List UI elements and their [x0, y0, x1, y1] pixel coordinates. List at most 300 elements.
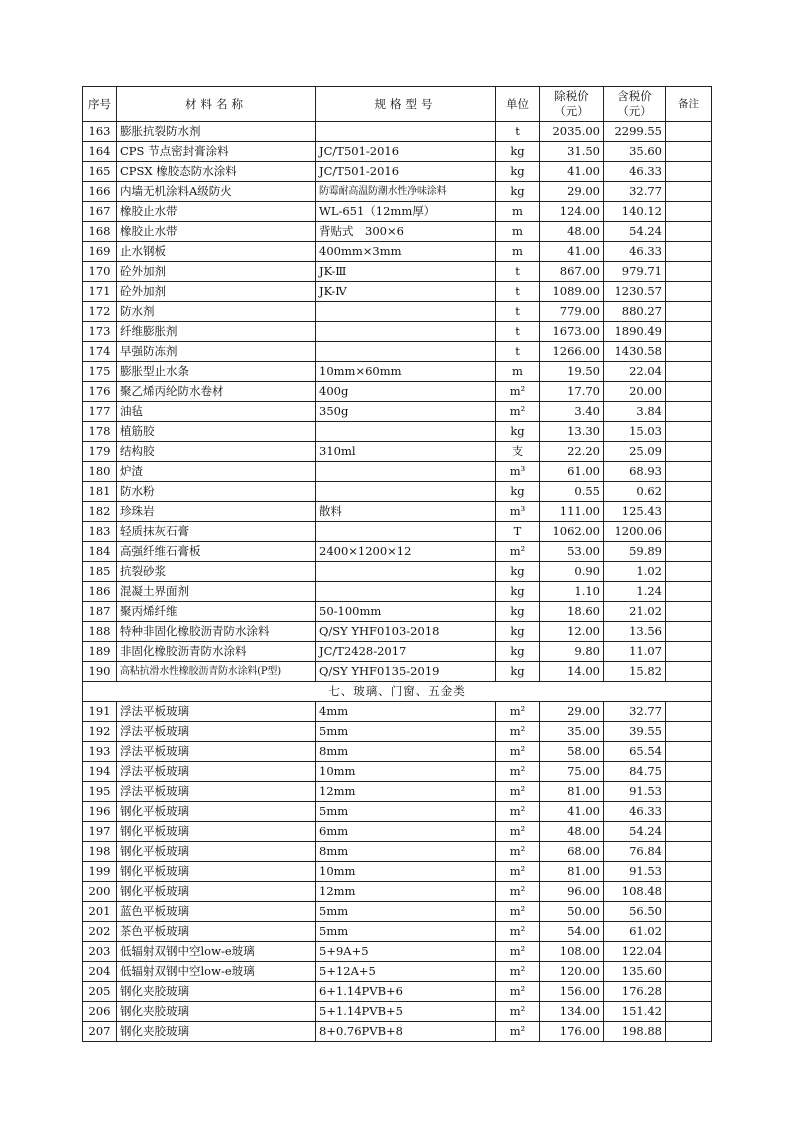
header-name-label: 材料名称	[185, 96, 247, 111]
row-note	[666, 622, 712, 642]
row-note	[666, 822, 712, 842]
row-no: 176	[83, 382, 117, 402]
row-material-name: 钢化平板玻璃	[117, 842, 316, 862]
row-no: 181	[83, 482, 117, 502]
row-note	[666, 582, 712, 602]
row-spec: 5+1.14PVB+5	[316, 1002, 496, 1022]
row-note	[666, 842, 712, 862]
row-note	[666, 162, 712, 182]
row-material-name: 纤维膨胀剂	[117, 322, 316, 342]
row-material-name: 特种非固化橡胶沥青防水涂料	[117, 622, 316, 642]
row-spec: 8mm	[316, 742, 496, 762]
row-note	[666, 982, 712, 1002]
row-unit: kg	[496, 182, 540, 202]
table-row	[83, 302, 712, 322]
table-body	[83, 122, 712, 1042]
table-row	[83, 422, 712, 442]
row-price-ex-tax: 120.00	[540, 962, 604, 982]
row-unit: m²	[496, 762, 540, 782]
table-row	[83, 742, 712, 762]
row-price-in-tax: 2299.55	[604, 122, 666, 142]
row-price-in-tax: 122.04	[604, 942, 666, 962]
row-material-name: 浮法平板玻璃	[117, 702, 316, 722]
row-spec	[316, 342, 496, 362]
table-row	[83, 582, 712, 602]
table-row	[83, 382, 712, 402]
table-header	[83, 87, 712, 122]
row-material-name: 轻质抹灰石膏	[117, 522, 316, 542]
table-row	[83, 602, 712, 622]
row-no: 186	[83, 582, 117, 602]
row-spec: 背贴式 300×6	[316, 222, 496, 242]
row-note	[666, 542, 712, 562]
row-note	[666, 242, 712, 262]
row-unit: kg	[496, 622, 540, 642]
row-note	[666, 702, 712, 722]
row-no: 207	[83, 1022, 117, 1042]
row-price-in-tax: 25.09	[604, 442, 666, 462]
row-note	[666, 882, 712, 902]
row-spec: 12mm	[316, 782, 496, 802]
row-material-name: 混凝土界面剂	[117, 582, 316, 602]
row-price-ex-tax: 41.00	[540, 162, 604, 182]
row-no: 179	[83, 442, 117, 462]
row-note	[666, 522, 712, 542]
row-price-in-tax: 880.27	[604, 302, 666, 322]
row-no: 173	[83, 322, 117, 342]
row-material-name: 钢化平板玻璃	[117, 862, 316, 882]
row-no: 184	[83, 542, 117, 562]
table-row	[83, 222, 712, 242]
table-row	[83, 802, 712, 822]
row-material-name: 钢化平板玻璃	[117, 882, 316, 902]
row-spec: 400g	[316, 382, 496, 402]
row-note	[666, 662, 712, 682]
table-row	[83, 142, 712, 162]
row-material-name: 高粘抗滑水性橡胶沥青防水涂料(P型)	[117, 662, 316, 682]
row-price-in-tax: 1230.57	[604, 282, 666, 302]
row-unit: m²	[496, 802, 540, 822]
section-row	[83, 682, 712, 702]
row-spec: 10mm×60mm	[316, 362, 496, 382]
row-material-name: 油毡	[117, 402, 316, 422]
row-material-name: 植筋胶	[117, 422, 316, 442]
row-price-ex-tax: 0.90	[540, 562, 604, 582]
row-price-in-tax: 1.24	[604, 582, 666, 602]
table-row	[83, 562, 712, 582]
row-price-in-tax: 91.53	[604, 862, 666, 882]
row-unit: m³	[496, 462, 540, 482]
row-unit: m²	[496, 862, 540, 882]
row-no: 198	[83, 842, 117, 862]
row-price-in-tax: 108.48	[604, 882, 666, 902]
row-price-ex-tax: 48.00	[540, 222, 604, 242]
row-price-in-tax: 46.33	[604, 802, 666, 822]
header-spec	[316, 87, 496, 122]
row-price-ex-tax: 9.80	[540, 642, 604, 662]
row-spec	[316, 582, 496, 602]
row-spec: 4mm	[316, 702, 496, 722]
row-unit: t	[496, 262, 540, 282]
row-price-ex-tax: 2035.00	[540, 122, 604, 142]
table-row	[83, 322, 712, 342]
row-no: 165	[83, 162, 117, 182]
row-spec: JK-Ⅲ	[316, 262, 496, 282]
row-material-name: 内墙无机涂料A级防火	[117, 182, 316, 202]
row-price-ex-tax: 3.40	[540, 402, 604, 422]
table-row	[83, 282, 712, 302]
row-material-name: 止水钢板	[117, 242, 316, 262]
row-unit: m²	[496, 722, 540, 742]
row-price-in-tax: 20.00	[604, 382, 666, 402]
row-spec: 5mm	[316, 722, 496, 742]
row-material-name: 浮法平板玻璃	[117, 762, 316, 782]
row-no: 195	[83, 782, 117, 802]
table-row	[83, 1022, 712, 1042]
row-unit: m²	[496, 782, 540, 802]
row-note	[666, 902, 712, 922]
table-row	[83, 882, 712, 902]
row-note	[666, 602, 712, 622]
row-no: 196	[83, 802, 117, 822]
table-row	[83, 442, 712, 462]
row-price-ex-tax: 17.70	[540, 382, 604, 402]
row-price-ex-tax: 81.00	[540, 782, 604, 802]
row-unit: m³	[496, 502, 540, 522]
row-spec: 12mm	[316, 882, 496, 902]
row-price-ex-tax: 29.00	[540, 702, 604, 722]
row-spec: WL-651（12mm厚）	[316, 202, 496, 222]
row-price-in-tax: 1200.06	[604, 522, 666, 542]
row-price-in-tax: 13.56	[604, 622, 666, 642]
row-price-in-tax: 15.82	[604, 662, 666, 682]
row-no: 164	[83, 142, 117, 162]
row-price-ex-tax: 75.00	[540, 762, 604, 782]
row-price-in-tax: 135.60	[604, 962, 666, 982]
row-price-ex-tax: 1062.00	[540, 522, 604, 542]
row-price-ex-tax: 61.00	[540, 462, 604, 482]
table-row	[83, 402, 712, 422]
row-unit: 支	[496, 442, 540, 462]
row-price-in-tax: 46.33	[604, 162, 666, 182]
row-note	[666, 182, 712, 202]
row-spec: 5mm	[316, 922, 496, 942]
table-row	[83, 862, 712, 882]
row-material-name: 防水剂	[117, 302, 316, 322]
row-price-in-tax: 11.07	[604, 642, 666, 662]
row-note	[666, 1002, 712, 1022]
header-price-in-unit: （元）	[617, 104, 652, 118]
row-material-name: 砼外加剂	[117, 282, 316, 302]
row-note	[666, 862, 712, 882]
row-unit: t	[496, 122, 540, 142]
row-no: 192	[83, 722, 117, 742]
row-note	[666, 142, 712, 162]
row-unit: kg	[496, 422, 540, 442]
row-price-in-tax: 59.89	[604, 542, 666, 562]
row-spec: 2400×1200×12	[316, 542, 496, 562]
row-no: 172	[83, 302, 117, 322]
row-spec: Q/SY YHF0103-2018	[316, 622, 496, 642]
row-note	[666, 222, 712, 242]
table-row	[83, 262, 712, 282]
row-material-name: 结构胶	[117, 442, 316, 462]
row-unit: m	[496, 222, 540, 242]
row-note	[666, 302, 712, 322]
row-price-ex-tax: 81.00	[540, 862, 604, 882]
row-spec	[316, 522, 496, 542]
row-price-in-tax: 32.77	[604, 702, 666, 722]
row-unit: kg	[496, 662, 540, 682]
table-row	[83, 982, 712, 1002]
row-price-in-tax: 21.02	[604, 602, 666, 622]
row-spec: 10mm	[316, 862, 496, 882]
table-row	[83, 182, 712, 202]
row-price-ex-tax: 96.00	[540, 882, 604, 902]
row-price-ex-tax: 35.00	[540, 722, 604, 742]
row-note	[666, 502, 712, 522]
row-price-ex-tax: 31.50	[540, 142, 604, 162]
row-spec	[316, 122, 496, 142]
row-price-in-tax: 35.60	[604, 142, 666, 162]
header-price-ex	[540, 87, 604, 122]
row-no: 204	[83, 962, 117, 982]
row-unit: kg	[496, 162, 540, 182]
row-price-in-tax: 176.28	[604, 982, 666, 1002]
row-price-ex-tax: 779.00	[540, 302, 604, 322]
row-unit: m²	[496, 1002, 540, 1022]
row-note	[666, 942, 712, 962]
row-spec: 6+1.14PVB+6	[316, 982, 496, 1002]
table-row	[83, 722, 712, 742]
row-price-ex-tax: 124.00	[540, 202, 604, 222]
row-spec: 10mm	[316, 762, 496, 782]
row-price-in-tax: 32.77	[604, 182, 666, 202]
row-price-ex-tax: 1.10	[540, 582, 604, 602]
row-material-name: CPS 节点密封膏涂料	[117, 142, 316, 162]
row-unit: m²	[496, 922, 540, 942]
row-no: 197	[83, 822, 117, 842]
row-unit: kg	[496, 562, 540, 582]
row-note	[666, 782, 712, 802]
row-material-name: 橡胶止水带	[117, 222, 316, 242]
row-unit: t	[496, 282, 540, 302]
row-material-name: 钢化夹胶玻璃	[117, 1022, 316, 1042]
row-price-ex-tax: 50.00	[540, 902, 604, 922]
row-unit: m²	[496, 822, 540, 842]
row-price-ex-tax: 1266.00	[540, 342, 604, 362]
row-price-in-tax: 125.43	[604, 502, 666, 522]
row-spec: 5mm	[316, 902, 496, 922]
row-unit: T	[496, 522, 540, 542]
row-price-ex-tax: 58.00	[540, 742, 604, 762]
row-material-name: 低辐射双钢中空low-e玻璃	[117, 962, 316, 982]
row-price-ex-tax: 12.00	[540, 622, 604, 642]
row-price-in-tax: 91.53	[604, 782, 666, 802]
row-note	[666, 1022, 712, 1042]
row-price-ex-tax: 1089.00	[540, 282, 604, 302]
row-unit: m²	[496, 402, 540, 422]
row-price-in-tax: 979.71	[604, 262, 666, 282]
row-price-in-tax: 0.62	[604, 482, 666, 502]
table-row	[83, 1002, 712, 1022]
row-no: 201	[83, 902, 117, 922]
row-spec	[316, 562, 496, 582]
row-price-in-tax: 54.24	[604, 222, 666, 242]
table-row	[83, 662, 712, 682]
row-no: 205	[83, 982, 117, 1002]
table-row	[83, 702, 712, 722]
row-price-ex-tax: 1673.00	[540, 322, 604, 342]
row-unit: m²	[496, 702, 540, 722]
row-spec	[316, 462, 496, 482]
row-material-name: 防水粉	[117, 482, 316, 502]
row-price-ex-tax: 18.60	[540, 602, 604, 622]
row-price-in-tax: 84.75	[604, 762, 666, 782]
row-note	[666, 762, 712, 782]
table-row	[83, 162, 712, 182]
row-spec: JC/T2428-2017	[316, 642, 496, 662]
row-price-in-tax: 1890.49	[604, 322, 666, 342]
row-no: 190	[83, 662, 117, 682]
row-material-name: 抗裂砂浆	[117, 562, 316, 582]
row-material-name: 珍珠岩	[117, 502, 316, 522]
header-price-ex-unit: （元）	[554, 104, 589, 118]
row-price-ex-tax: 13.30	[540, 422, 604, 442]
row-note	[666, 642, 712, 662]
row-spec: JK-Ⅳ	[316, 282, 496, 302]
row-unit: kg	[496, 602, 540, 622]
row-material-name: 橡胶止水带	[117, 202, 316, 222]
row-no: 183	[83, 522, 117, 542]
row-unit: m²	[496, 982, 540, 1002]
row-note	[666, 722, 712, 742]
row-material-name: 低辐射双钢中空low-e玻璃	[117, 942, 316, 962]
row-note	[666, 322, 712, 342]
row-spec	[316, 322, 496, 342]
row-unit: m²	[496, 902, 540, 922]
row-unit: m²	[496, 842, 540, 862]
row-note	[666, 402, 712, 422]
row-price-in-tax: 3.84	[604, 402, 666, 422]
table-row	[83, 202, 712, 222]
row-unit: kg	[496, 582, 540, 602]
row-price-ex-tax: 14.00	[540, 662, 604, 682]
row-note	[666, 922, 712, 942]
header-price-in	[604, 87, 666, 122]
table-row	[83, 782, 712, 802]
table-row	[83, 342, 712, 362]
row-note	[666, 262, 712, 282]
row-material-name: CPSX 橡胶态防水涂料	[117, 162, 316, 182]
row-price-in-tax: 198.88	[604, 1022, 666, 1042]
row-no: 180	[83, 462, 117, 482]
table-row	[83, 462, 712, 482]
row-spec: 5+9A+5	[316, 942, 496, 962]
row-spec: 400mm×3mm	[316, 242, 496, 262]
row-spec: 防霉耐高温防潮水性净味涂料	[316, 182, 496, 202]
row-price-ex-tax: 134.00	[540, 1002, 604, 1022]
row-material-name: 膨胀抗裂防水剂	[117, 122, 316, 142]
row-note	[666, 562, 712, 582]
row-no: 169	[83, 242, 117, 262]
row-material-name: 茶色平板玻璃	[117, 922, 316, 942]
row-price-in-tax: 76.84	[604, 842, 666, 862]
row-unit: m²	[496, 962, 540, 982]
row-price-in-tax: 151.42	[604, 1002, 666, 1022]
row-no: 168	[83, 222, 117, 242]
row-material-name: 蓝色平板玻璃	[117, 902, 316, 922]
row-price-in-tax: 1.02	[604, 562, 666, 582]
table-row	[83, 542, 712, 562]
row-no: 188	[83, 622, 117, 642]
row-no: 171	[83, 282, 117, 302]
row-material-name: 浮法平板玻璃	[117, 722, 316, 742]
row-spec: Q/SY YHF0135-2019	[316, 662, 496, 682]
row-material-name: 高强纤维石膏板	[117, 542, 316, 562]
row-material-name: 浮法平板玻璃	[117, 742, 316, 762]
row-price-ex-tax: 19.50	[540, 362, 604, 382]
table-row	[83, 362, 712, 382]
row-price-in-tax: 22.04	[604, 362, 666, 382]
row-note	[666, 962, 712, 982]
row-note	[666, 442, 712, 462]
row-unit: t	[496, 342, 540, 362]
row-note	[666, 202, 712, 222]
row-spec: 散料	[316, 502, 496, 522]
row-price-ex-tax: 156.00	[540, 982, 604, 1002]
row-spec	[316, 302, 496, 322]
row-spec: 50-100mm	[316, 602, 496, 622]
row-spec: 350g	[316, 402, 496, 422]
row-unit: m²	[496, 742, 540, 762]
row-no: 167	[83, 202, 117, 222]
row-no: 203	[83, 942, 117, 962]
header-note: 备注	[666, 87, 712, 122]
row-spec: 5+12A+5	[316, 962, 496, 982]
row-no: 191	[83, 702, 117, 722]
header-price-in-label: 含税价	[617, 89, 652, 103]
row-price-in-tax: 1430.58	[604, 342, 666, 362]
row-material-name: 早强防冻剂	[117, 342, 316, 362]
row-material-name: 聚丙烯纤维	[117, 602, 316, 622]
row-no: 182	[83, 502, 117, 522]
table-row	[83, 762, 712, 782]
row-note	[666, 342, 712, 362]
row-unit: m	[496, 362, 540, 382]
row-no: 193	[83, 742, 117, 762]
row-unit: m	[496, 242, 540, 262]
row-note	[666, 362, 712, 382]
row-spec: 8mm	[316, 842, 496, 862]
row-unit: m²	[496, 1022, 540, 1042]
table-row	[83, 502, 712, 522]
row-no: 187	[83, 602, 117, 622]
row-no: 163	[83, 122, 117, 142]
row-price-ex-tax: 41.00	[540, 242, 604, 262]
row-price-ex-tax: 0.55	[540, 482, 604, 502]
row-material-name: 钢化平板玻璃	[117, 802, 316, 822]
row-spec	[316, 422, 496, 442]
row-no: 177	[83, 402, 117, 422]
row-no: 185	[83, 562, 117, 582]
row-no: 178	[83, 422, 117, 442]
row-price-in-tax: 61.02	[604, 922, 666, 942]
table-row	[83, 642, 712, 662]
row-unit: kg	[496, 142, 540, 162]
row-price-ex-tax: 108.00	[540, 942, 604, 962]
row-price-ex-tax: 867.00	[540, 262, 604, 282]
